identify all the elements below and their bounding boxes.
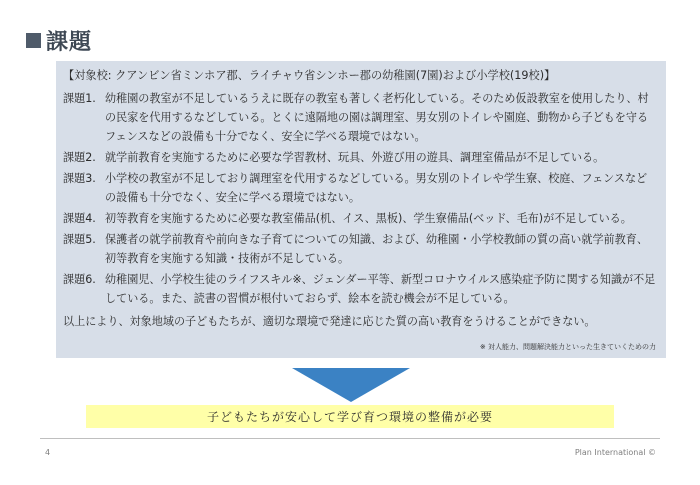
issue-item-2 — [63, 148, 660, 167]
conclusion-text: 以上により、対象地域の子どもたちが、適切な環境で発達に応じた質の高い教育をうけることができない。 — [63, 315, 596, 328]
copyright-text: Plan International © — [574, 448, 656, 457]
issue-text: 小学校の教室が不足しており調理室を代用するなどしている。男女別のトイレや学生寮、校庭、フェンスなどの設備も十分でなく、安全に学べる環境ではない。 — [105, 172, 648, 204]
issue-text: 初等教育を実施するために必要な教室備品(机、イス、黒板)、学生寮備品(ベッド、毛布)が不足している。 — [105, 212, 632, 225]
issue-item-6 — [63, 270, 660, 308]
slide-title — [26, 26, 92, 54]
issue-text: 保護者の就学前教育や前向きな子育てについての知識、および、幼稚園・小学校教師の質の高い就学前教育、初等教育を実施する知識・技術が不足している。 — [105, 233, 648, 265]
issue-text: 幼稚園児、小学校生徒のライフスキル※、ジェンダー平等、新型コロナウイルス感染症予防に関する知識が不足している。また、読書の習慣が根付いておらず、絵本を読む機会が不足している。 — [105, 273, 656, 305]
footer-divider — [40, 438, 660, 439]
slide-title-text: 課題 — [46, 29, 93, 55]
issue-label: 課題3. — [63, 172, 96, 185]
page-number: 4 — [45, 448, 51, 457]
result-banner — [86, 405, 614, 428]
issue-label: 課題1. — [63, 92, 96, 105]
issue-label: 課題6. — [63, 273, 96, 286]
down-arrow-icon — [292, 368, 410, 402]
footnote: ※ 対人能力、問題解決能力といった生きていくための力 — [479, 343, 656, 351]
issues-box — [56, 61, 666, 358]
issue-label: 課題5. — [63, 233, 96, 246]
issue-label: 課題4. — [63, 212, 96, 225]
issue-text: 幼稚園の教室が不足しているうえに既存の教室も著しく老朽化している。そのため仮設教室を使用したり、村の民家を代用するなどしている。とくに遠隔地の園は調理室、男女別のトイレや園庭、動物から子どもを守るフェンスなどの設備も十分でなく、安全に学べる環境ではない。 — [105, 92, 649, 143]
result-text: 子どもたちが安心して学び育つ環境の整備が必要 — [206, 410, 493, 424]
issue-item-5 — [63, 230, 660, 268]
issue-label: 課題2. — [63, 151, 96, 164]
issue-item-4 — [63, 209, 660, 228]
issue-item-1 — [63, 89, 660, 146]
issue-item-3 — [63, 169, 660, 207]
title-bullet-square — [26, 33, 41, 48]
issue-text: 就学前教育を実施するために必要な学習教材、玩具、外遊び用の遊具、調理室備品が不足している。 — [105, 151, 605, 164]
target-schools: 【対象校: クアンビン省ミンホア郡、ライチャウ省シンホー郡の幼稚園(7園)および小学校(19校)】 — [63, 69, 556, 82]
